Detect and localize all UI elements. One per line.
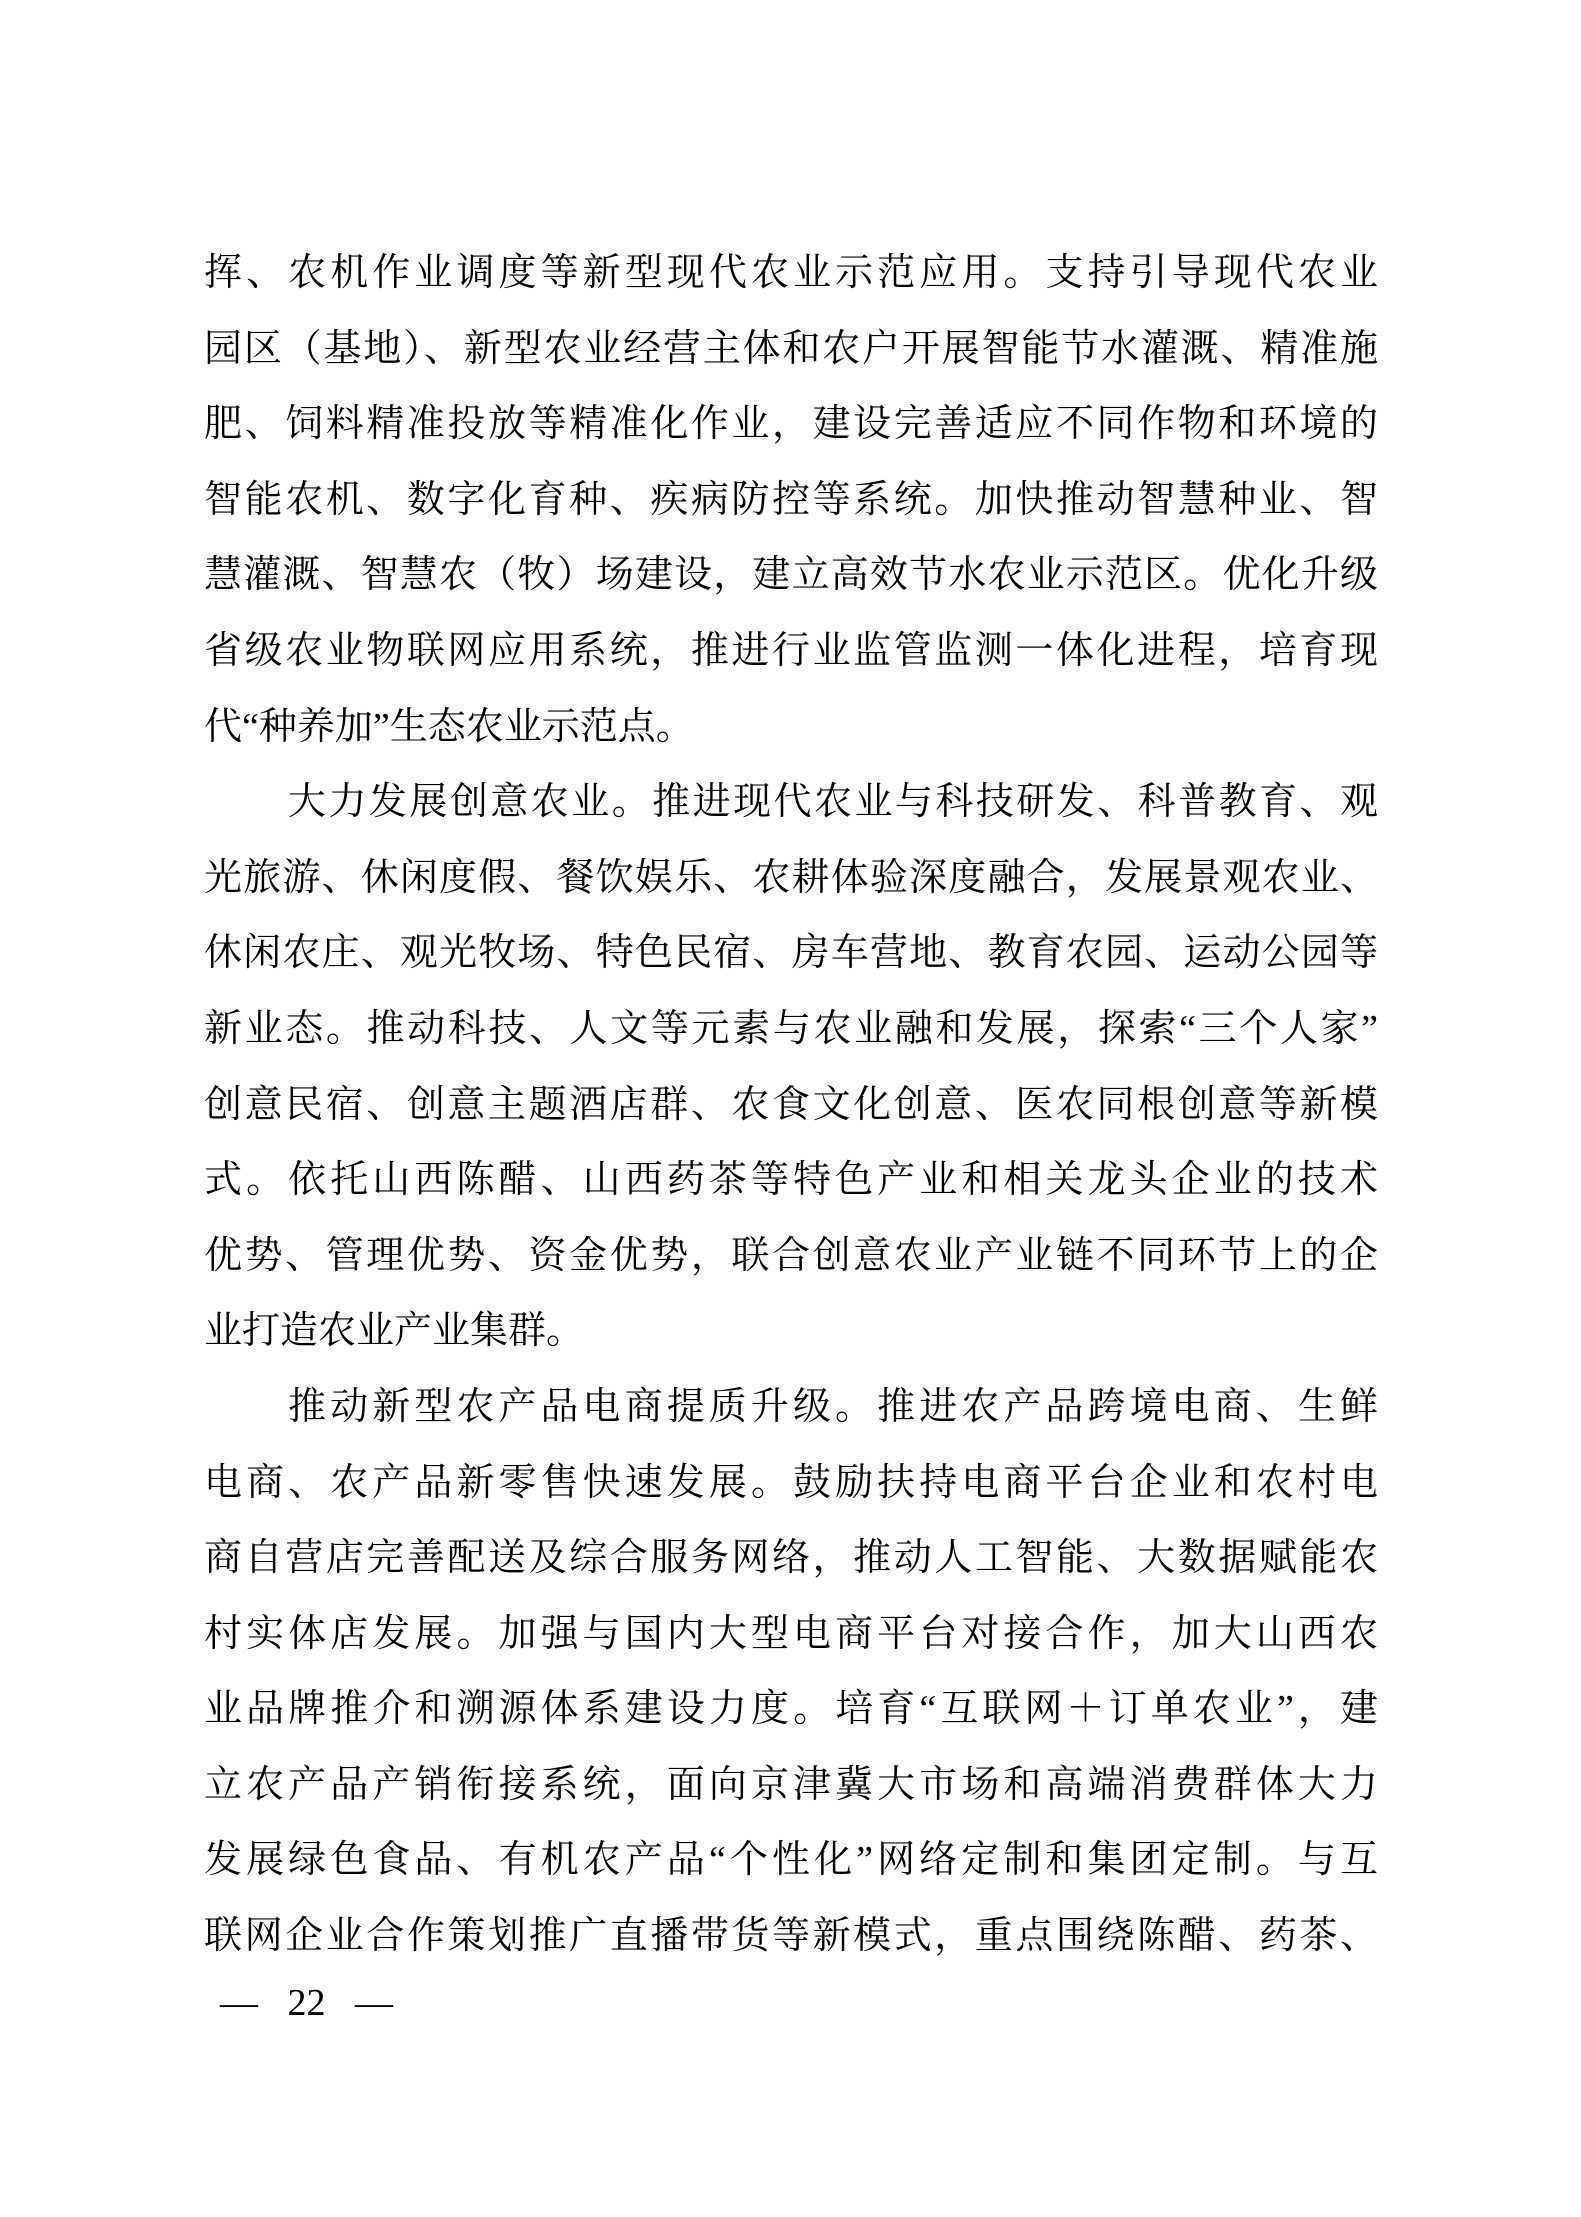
text-line: 优势、管理优势、资金优势，联合创意农业产业链不同环节上的企 <box>204 1234 1378 1277</box>
text-line: 业打造农业产业集群。 <box>204 1310 585 1353</box>
text-line: 村实体店发展。加强与国内大型电商平台对接合作，加大山西农 <box>204 1612 1378 1655</box>
text-line: 大力发展创意农业。推进现代农业与科技研发、科普教育、观 <box>288 781 1378 824</box>
paragraph-ecommerce-upgrade <box>204 1370 1378 1975</box>
text-line: 创意民宿、创意主题酒店群、农食文化创意、医农同根创意等新模 <box>204 1083 1378 1126</box>
body-text <box>204 236 1378 1975</box>
text-line: 业品牌推介和溯源体系建设力度。培育“互联网＋订单农业”，建 <box>204 1688 1378 1731</box>
text-line: 立农产品产销衔接系统，面向京津冀大市场和高端消费群体大力 <box>204 1763 1378 1806</box>
text-line: 推动新型农产品电商提质升级。推进农产品跨境电商、生鲜 <box>288 1385 1378 1428</box>
text-line: 联网企业合作策划推广直播带货等新模式，重点围绕陈醋、药茶、 <box>204 1915 1378 1958</box>
paragraph-creative-agriculture <box>204 765 1378 1370</box>
text-line: 省级农业物联网应用系统，推进行业监管监测一体化进程，培育现 <box>204 629 1378 672</box>
paragraph-continuation <box>204 236 1378 765</box>
text-line: 光旅游、休闲度假、餐饮娱乐、农耕体验深度融合，发展景观农业、 <box>204 856 1378 899</box>
text-line: 园区（基地）、新型农业经营主体和农户开展智能节水灌溉、精准施 <box>204 327 1378 370</box>
text-line: 智能农机、数字化育种、疾病防控等系统。加快推动智慧种业、智 <box>204 478 1378 521</box>
text-line: 肥、饲料精准投放等精准化作业，建设完善适应不同作物和环境的 <box>204 403 1378 446</box>
text-line: 新业态。推动科技、人文等元素与农业融和发展，探索“三个人家” <box>204 1007 1378 1050</box>
text-line: 挥、农机作业调度等新型现代农业示范应用。支持引导现代农业 <box>204 252 1378 294</box>
text-line: 电商、农产品新零售快速发展。鼓励扶持电商平台企业和农村电 <box>204 1461 1378 1504</box>
text-line: 代“种养加”生态农业示范点。 <box>204 705 694 748</box>
text-line: 休闲农庄、观光牧场、特色民宿、房车营地、教育农园、运动公园等 <box>204 932 1378 975</box>
text-line: 发展绿色食品、有机农产品“个性化”网络定制和集团定制。与互 <box>204 1839 1378 1882</box>
text-line: 慧灌溉、智慧农（牧）场建设，建立高效节水农业示范区。优化升级 <box>204 554 1378 597</box>
page-number: — 22 — <box>220 1982 393 2024</box>
text-line: 式。依托山西陈醋、山西药茶等特色产业和相关龙头企业的技术 <box>204 1159 1378 1202</box>
text-line: 商自营店完善配送及综合服务网络，推动人工智能、大数据赋能农 <box>204 1537 1378 1580</box>
